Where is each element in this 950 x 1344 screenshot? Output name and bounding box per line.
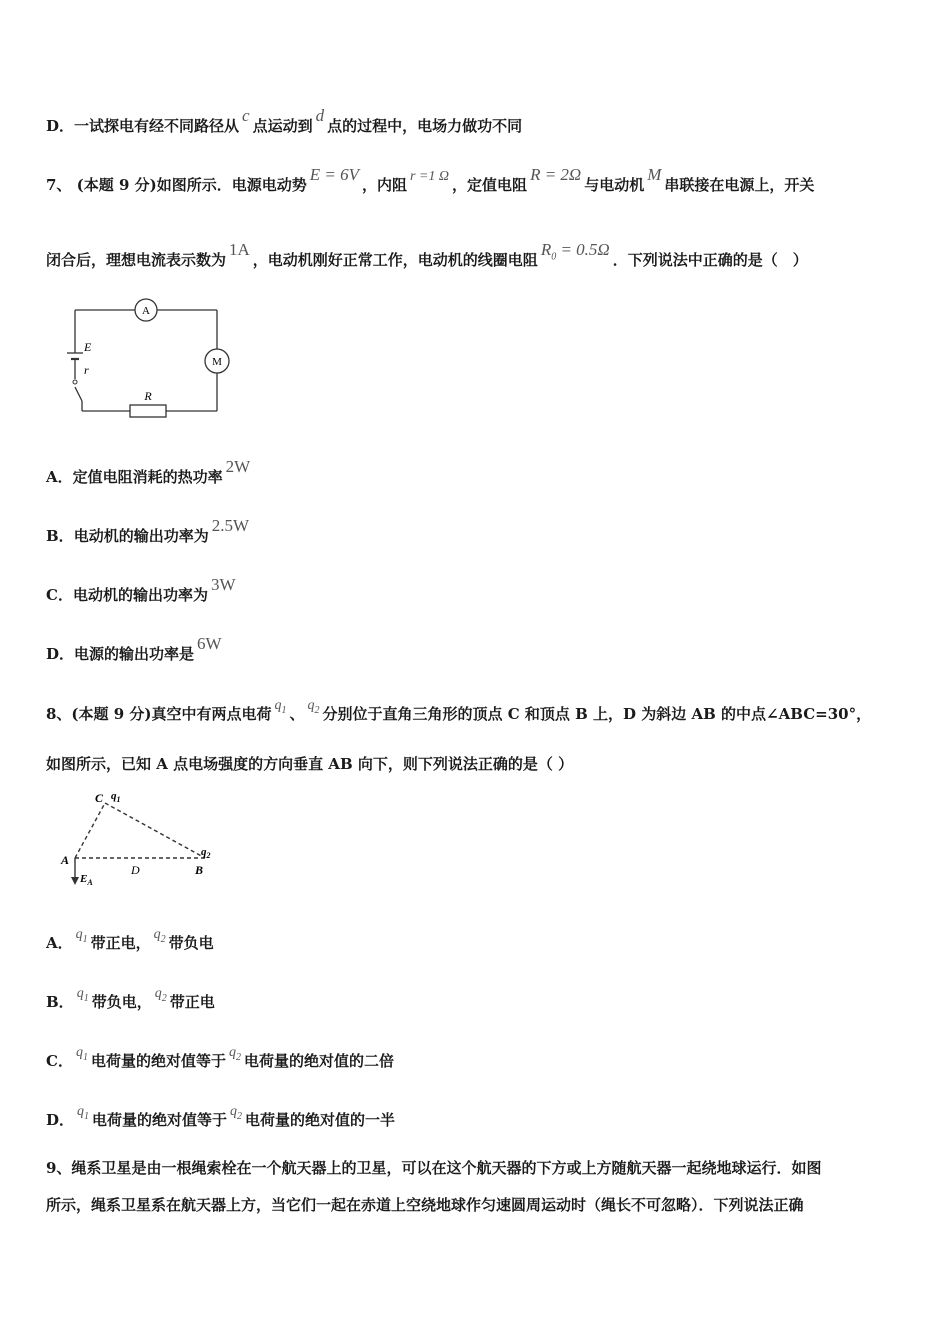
q7-option-a: [46, 457, 910, 487]
math-motor: M: [647, 165, 662, 184]
option-text: 带正电，: [90, 934, 151, 952]
stem-text: 7、 (本题 9 分)如图所示．电源电动势: [46, 176, 307, 194]
q-symbol: q: [201, 846, 207, 858]
option-label: D．: [46, 1111, 75, 1129]
q-subscript: 2: [160, 933, 166, 945]
q-symbol: q: [228, 1045, 236, 1060]
math-q1: [274, 698, 287, 716]
q-symbol: q: [307, 698, 315, 713]
math-q2: [230, 1104, 243, 1122]
q-subscript: 2: [314, 704, 320, 716]
q8-option-c: [46, 1045, 910, 1073]
stem-text: 8、(本题 9 分)真空中有两点电荷: [46, 705, 272, 723]
option-label: C．: [46, 586, 73, 604]
stem-text: ，内阻: [362, 176, 408, 194]
option-value: 6W: [197, 634, 222, 653]
q9-stem-line1: [46, 1157, 910, 1178]
stem-text: ，电动机刚好正常工作，电动机的线圈电阻: [252, 251, 538, 269]
q-subscript: 1: [281, 704, 287, 716]
q-subscript: 2: [235, 1051, 241, 1063]
q8-option-a: [46, 927, 910, 955]
option-value: 3W: [210, 575, 236, 594]
math-emf: E = 6V: [309, 165, 359, 184]
q8-stem-line2: [46, 753, 910, 774]
option-text: 电动机的输出功率为: [73, 527, 209, 545]
ammeter-label: A: [142, 305, 150, 317]
charge-q2-label: [201, 846, 211, 860]
q-symbol: q: [274, 698, 282, 713]
q7-stem-line2: [46, 240, 910, 272]
option-value: 2.5W: [211, 516, 249, 535]
option-text: 点运动到: [252, 117, 313, 135]
math-q1: [75, 927, 88, 945]
emf-label: E: [84, 340, 92, 354]
q8-option-d: [46, 1104, 910, 1132]
math-internal-resistance: r =1 Ω: [410, 169, 450, 184]
option-text: 定值电阻消耗的热功率: [72, 468, 223, 486]
resistor: [130, 405, 166, 417]
stem-text: 、: [289, 705, 305, 723]
math-resistance: R = 2Ω: [530, 165, 582, 184]
math-coil-resistance: [540, 240, 610, 263]
q-subscript: 1: [116, 795, 121, 804]
switch-lever: [75, 387, 82, 401]
q-symbol: q: [154, 986, 162, 1001]
switch-contact: [73, 380, 77, 384]
internal-resistance-label: r: [84, 363, 89, 377]
option-text: 带正电: [169, 993, 215, 1011]
math-q2: [154, 986, 167, 1004]
stem-text: 与电动机: [584, 176, 645, 194]
math-r0-value: = 0.5Ω: [556, 240, 610, 259]
math-q2: [153, 927, 166, 945]
option-text: 电动机的输出功率为: [72, 586, 208, 604]
midpoint-d-label: D: [131, 863, 140, 877]
q-symbol: q: [75, 927, 83, 942]
math-q1: [77, 1104, 90, 1122]
option-text: 电荷量的绝对值等于: [90, 1052, 226, 1070]
q7-option-b: [46, 516, 910, 546]
option-text: 电荷量的绝对值的二倍: [243, 1052, 394, 1070]
q8-stem-line1: [46, 698, 910, 726]
q-subscript: 2: [206, 851, 211, 860]
stem-text: 闭合后，理想电流表示数为: [46, 251, 227, 269]
field-ea-label: [79, 873, 93, 887]
math-r0-symbol: R: [540, 240, 552, 259]
stem-text: ．下列说法中正确的是（ ）: [612, 251, 808, 269]
q7-circuit-diagram: [60, 295, 240, 420]
vertex-b-label: B: [195, 863, 204, 877]
option-label: C．: [46, 1052, 73, 1070]
q9-stem-line2: [46, 1194, 910, 1215]
option-label: B．: [46, 993, 74, 1011]
motor-label: M: [212, 356, 222, 368]
math-r0-subscript: 0: [551, 251, 557, 263]
option-label: B．: [46, 527, 74, 545]
side-ac: [75, 803, 105, 858]
q8-triangle-figure: [55, 785, 225, 890]
q7-option-d: [46, 634, 910, 664]
option-text: 带负电: [168, 934, 214, 952]
option-value: 2W: [225, 457, 251, 476]
q-subscript: 1: [82, 1051, 88, 1063]
e-subscript: A: [87, 878, 93, 887]
math-q2: [228, 1045, 241, 1063]
math-d: d: [315, 106, 325, 125]
q8-option-b: [46, 986, 910, 1014]
math-q1: [75, 1045, 88, 1063]
option-text: 电荷量的绝对值的一半: [245, 1111, 396, 1129]
field-arrow-head: [71, 877, 79, 885]
resistor-label: R: [144, 389, 152, 403]
option-text: 一试探电有经不同路径从: [74, 117, 240, 135]
q-subscript: 1: [83, 992, 89, 1004]
q7-option-c: [46, 575, 910, 605]
q7-stem-line1: [46, 165, 910, 195]
e-symbol: E: [80, 873, 88, 885]
stem-text: 串联接在电源上，开关: [664, 176, 815, 194]
option-text: 点的过程中，电场力做功不同: [327, 117, 523, 135]
option-text: 电荷量的绝对值等于: [92, 1111, 228, 1129]
math-current: 1A: [229, 240, 250, 259]
q-subscript: 2: [237, 1110, 243, 1122]
q-symbol: q: [77, 1104, 85, 1119]
q-symbol: q: [153, 927, 161, 942]
stem-text: 如图所示，已知 A 点电场强度的方向垂直 AB 向下，则下列说法正确的是（ ）: [46, 755, 574, 773]
math-q2: [307, 698, 320, 716]
q-symbol: q: [75, 1045, 83, 1060]
option-label: D．: [46, 117, 75, 135]
q-subscript: 1: [82, 933, 88, 945]
option-label: D．: [46, 645, 75, 663]
charge-q1-label: [111, 790, 121, 804]
side-cb: [105, 803, 205, 858]
option-label: A．: [46, 468, 73, 486]
q-symbol: q: [230, 1104, 238, 1119]
q-subscript: 1: [84, 1110, 90, 1122]
vertex-c-label: C: [95, 791, 104, 805]
math-c: c: [242, 106, 250, 125]
vertex-a-label: A: [61, 853, 70, 867]
option-text: 带负电，: [91, 993, 152, 1011]
q-subscript: 2: [161, 992, 167, 1004]
stem-text: 9、绳系卫星是由一根绳索栓在一个航天器上的卫星，可以在这个航天器的下方或上方随航天器一起绕地球运行．如图: [46, 1159, 822, 1177]
stem-text: 分别位于直角三角形的顶点 C 和顶点 B 上，D 为斜边 AB 的中点∠ABC=30°，: [322, 705, 872, 723]
stem-text: ，定值电阻: [452, 176, 528, 194]
stem-text: 所示，绳系卫星系在航天器上方，当它们一起在赤道上空绕地球作匀速圆周运动时（绳长不可忽略）．下列说法正确: [46, 1196, 804, 1214]
math-q1: [76, 986, 89, 1004]
option-label: A．: [46, 934, 73, 952]
q6-option-d: [46, 106, 910, 136]
q-symbol: q: [111, 790, 117, 802]
q-symbol: q: [76, 986, 84, 1001]
option-text: 电源的输出功率是: [74, 645, 195, 663]
